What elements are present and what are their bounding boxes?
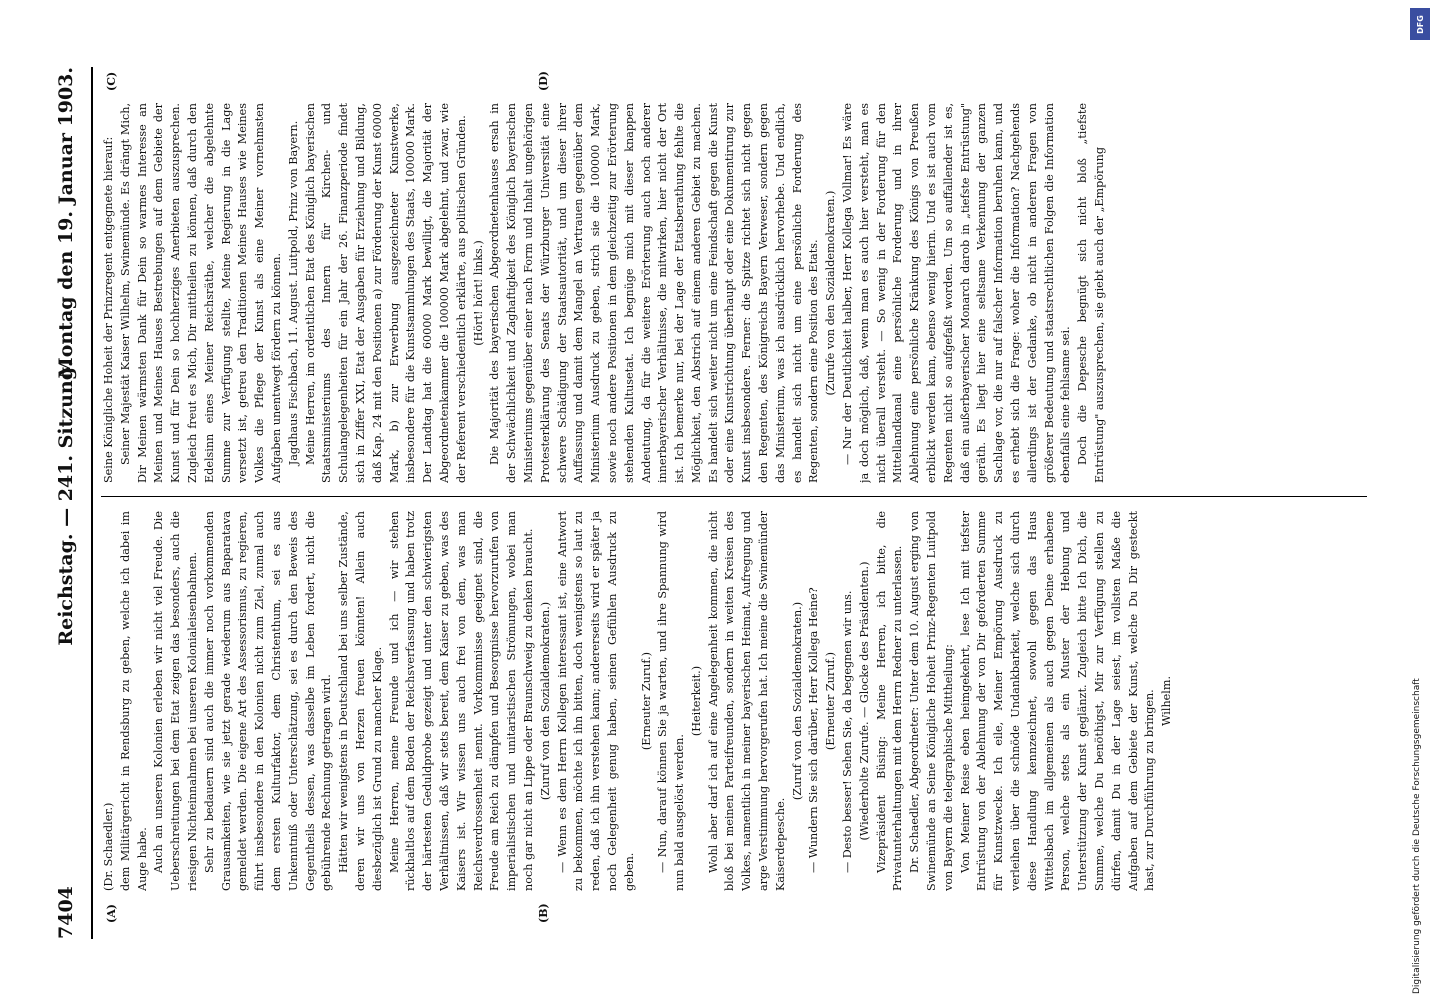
paragraph: — Nur der Deutlichkeit halber, Herr Kollega Vollmar! Es wäre ja doch möglich, daß, wenn man es auch hier versteht, man es nicht überall versteht. — So wenig in der Forderung für den Mittellandkanal eine persönliche Forderung und in ihrer Ablehnung eine persönliche Kränkung des Königs von Preußen erblickt werden kann, ebenso wenig hierin. Und es ist auch vom Regenten nicht so aufgefaßt worden. Um so auffallender ist es, daß ein außerbayerischer Monarch darob in „tiefste Entrüstung" geräth. Es liegt hier eine seltsame Verkennung der ganzen Sachlage vor, die nur auf falscher Information beruhen kann, und es erhebt sich die Frage: woher die Information? Nachgehends allerdings ist der Gedanke, ob nicht in anderen Fragen von größerer Bedeutung und staatsrechtlichen Folgen die Information ebenfalls eine fehlsame sei. bbox=[841, 103, 1073, 483]
signature-wilhelm: Wilhelm. bbox=[1160, 675, 1174, 727]
page-title: Reichstag. — 241. Sitzung. bbox=[55, 360, 77, 646]
paragraph: Sehr zu bedauern sind auch die immer noch vorkommenden Grausamkeiten, wie sie jetzt gerade wiederum aus Baparatava gemeldet werden. Die eigene Art des Assessorismus, zu regieren, führt insbesondere in den Kolonien nicht zum Ziel, zumal auch dem ersten Kulturfaktor, dem Christenthum, sei es aus Unkenntniß oder Unterschätzung, sei es durch den Beweis des Gegentheils dessen, was dasselbe im Leben fordert, nicht die gebührende Rechnung getragen wird. bbox=[202, 511, 334, 891]
interjection: (Wiederholte Zurufe. — Glocke des Präsidenten.) bbox=[857, 561, 871, 841]
paragraph: Auch an unseren Kolonien erleben wir nicht viel Freude. Die Ueberschreitungen bei dem Etat zeigen das besonders, auch die riesigen Nichteinnahmen bei unseren Kolonialeisenbahnen. bbox=[152, 511, 199, 891]
margin-marker-d: (D) bbox=[537, 71, 550, 91]
left-column bbox=[101, 511, 1351, 891]
paragraph: Doch die Depesche begnügt sich nicht bloß „tiefste Entrüstung" auszusprechen, sie giebt auch der „Empörung bbox=[1076, 103, 1107, 483]
paragraph: (Dr. Schaedler.) bbox=[102, 802, 115, 891]
interjection: (Zuruf von den Sozialdemokraten.) bbox=[790, 601, 804, 801]
interjection: (Heiterkeit.) bbox=[689, 665, 703, 737]
right-column bbox=[101, 103, 1351, 483]
paragraph: Vizepräsident Büsing: Meine Herren, ich bitte, die Privatunterhaltungen mit dem Herrn Redner zu unterlassen. bbox=[874, 511, 905, 891]
interjection: (Erneuter Zuruf.) bbox=[639, 651, 653, 751]
interjection: (Erneuter Zuruf.) bbox=[824, 651, 838, 751]
dfg-logo: DFG bbox=[1410, 8, 1430, 40]
telegram-text: Seiner Majestät Kaiser Wilhelm, Swinemünde. Es drängt Mich, Dir Meinen wärmsten Dank für Dein so warmes Interesse an Meinen und Meines Hauses Bestrebungen auf dem Gebiete der Kunst und für Dein so hochherziges Anerbieten auszusprechen. Zugleich freut es Mich, Dir mittheilen zu können, daß durch den Edelsinn eines Meiner Reichsräthe, welcher die abgelehnte Summe zur Verfügung stellte, Meine Regierung in die Lage versetzt ist, getreu den Traditionen Meines Hauses wie Meines Volkes die Pflege der Kunst als eine Meiner vornehmsten Aufgaben unentwegt fördern zu können. bbox=[118, 103, 283, 483]
paragraph: Die Majorität des bayerischen Abgeordnetenhauses ersah in der Schwächlichkeit und Zaghaftigkeit des Königlich bayerischen Ministeriums gegenüber einer nach Form und Inhalt ungehörigen Protesterklärung des Senats der Würzburger Universität eine schwere Schädigung der Staatsautorität, und um dieser ihrer Auffassung und damit dem Mangel an Vertrauen gegenüber dem Ministerium Ausdruck zu geben, strich sie die 100000 Mark, sowie noch andere Positionen in dem gleichzeitig zur Erörterung stehenden Kultusetat. Ich begnüge mich mit dieser knappen Andeutung, da für die weitere Erörterung auch noch anderer innerbayerischer Verhältnisse, die mitwirken, hier nicht der Ort ist. Ich bemerke nur, bei der Lage der Etatsberathung fehlte die Möglichkeit, den Abstrich auf einem anderen Gebiet zu machen. Es handelt sich weiter nicht um eine Feindschaft gegen die Kunst oder eine Kunstrichtung überhaupt oder eine Dokumentirung zur Kunst insbesondere. Ferner: die Spitze richtet sich nicht gegen den Regenten, des Königreichs Bayern Verweser, sondern gegen das Ministerium, was ich ausdrücklich hervorhebe. Und endlich, es handelt sich nicht um eine persönliche Forderung des Regenten, sondern eine Position des Etats. bbox=[488, 103, 821, 483]
column-divider bbox=[101, 496, 1367, 497]
paragraph: Wohl aber darf ich auf eine Angelegenheit kommen, die nicht bloß bei meinen Parteifreunden, sondern in weiten Kreisen des Volkes, namentlich in meiner bayerischen Heimat, Aufregung und arge Verstimmung hervorgerufen hat. Ich meine die Swinemünder Kaiserdepesche. bbox=[706, 511, 787, 891]
page-header bbox=[55, 67, 89, 939]
page-date: Montag den 19. Januar 1903. bbox=[55, 67, 77, 379]
digitization-note bbox=[1404, 0, 1434, 1000]
margin-marker-c: (C) bbox=[105, 71, 118, 91]
digitization-note-text: Digitalisierung gefördert durch die Deutsche Forschungsgemeinschaft bbox=[1412, 678, 1422, 994]
signature-luitpold: Jagdhaus Fischbach, 11. August. Luitpold, Prinz von Bayern. bbox=[286, 120, 300, 466]
paragraph: — Nun, darauf können Sie ja warten, und ihre Spannung wird nun bald ausgelöst werden. bbox=[656, 511, 687, 891]
telegram-text: Von Meiner Reise eben heimgekehrt, lese Ich mit tiefster Entrüstung von der Ablehnung der von Dir geforderten Summe für Kunstzwecke. Ich eile, Meiner Empörung Ausdruck zu verleihen über die schnöde Undankbarkeit, welche sich durch diese Handlung kennzeichnet, sowohl gegen das Haus Wittelsbach im allgemeinen als auch gegen Deine erhabene Person, welche stets als ein Muster der Hebung und Unterstützung der Kunst geglänzt. Zugleich bitte Ich Dich, die Summe, welche Du benöthigst, Mir zur Verfügung stellen zu dürfen, damit Du in der Lage seiest, im vollsten Maße die Aufgaben auf dem Gebiete der Kunst, welche Du Dir gesteckt hast, zur Durchführung zu bringen. bbox=[958, 511, 1157, 891]
rotated-page bbox=[0, 23, 1397, 983]
paragraph: Dr. Schaedler, Abgeordneter: Unter dem 10. August erging von Swinemünde an Seine Königliche Hoheit Prinz-Regenten Luitpold von Bayern die telegraphische Mittheilung: bbox=[908, 511, 955, 891]
page-number: 7404 bbox=[55, 886, 77, 939]
paragraph: Hätten wir wenigstens in Deutschland bei uns selber Zustände, deren wir uns von Herzen freuen könnten! Allein auch diesbezüglich ist Grund zu mancher Klage. bbox=[337, 511, 384, 891]
paragraph: Seine Königliche Hoheit der Prinzregent entgegnete hierauf: bbox=[102, 136, 115, 483]
paragraph: dem Militärgericht in Rendsburg zu geben, welche ich dabei im Auge habe. bbox=[118, 511, 149, 891]
margin-marker-b: (B) bbox=[537, 903, 550, 923]
header-rule bbox=[91, 67, 93, 939]
paragraph: — Wundern Sie sich darüber, Herr Kollega Heine? bbox=[807, 587, 821, 873]
paragraph: — Desto besser! Sehen Sie, da begegnen wir uns. bbox=[841, 590, 855, 873]
interjection: (Hört! hört! links.) bbox=[471, 240, 485, 346]
paragraph: — Wenn es dem Herrn Kollegen interessant ist, eine Antwort zu bekommen, möchte ich ihn bitten, doch wenigstens so laut zu reden, daß ich ihn verstehen kann; andererseits wird er später ja noch Gelegenheit genug haben, seinen Gefühlen Ausdruck zu geben. bbox=[555, 511, 636, 891]
paragraph: Meine Herren, im ordentlichen Etat des Königlich bayerischen Staatsministeriums des Innern für Kirchen- und Schulangelegenheiten für ein Jahr der 26. Finanzperiode findet sich in Ziffer XXI, Etat der Ausgaben für Erziehung und Bildung, daß Kap. 24 mit den Positionen a) zur Förderung der Kunst 60000 Mark, b) zur Erwerbung ausgezeichneter Kunstwerke, insbesondere für die Kunstsammlungen des Staats, 100000 Mark. Der Landtag hat die 60000 Mark bewilligt, die Majorität der Abgeordnetenkammer die 100000 Mark abgelehnt, und zwar, wie der Referent verschiedentlich erklärte, aus politischen Gründen. bbox=[303, 103, 468, 483]
interjection: (Zuruf von den Sozialdemokraten.) bbox=[538, 601, 552, 801]
interjection: (Zurufe von den Sozialdemokraten.) bbox=[824, 190, 838, 396]
paragraph: Meine Herren, meine Freunde und ich — wir stehen rückhaltlos auf dem Boden der Reichsverfassung und haben trotz der härtesten Geduldprobe gezeigt und unter den schwierigsten Verhältnissen, daß wir stets bereit, dem Kaiser zu geben, was des Kaisers ist. Wir wissen uns auch frei von dem, was man Reichsverdrossenheit nennt. Vorkommnisse geeignet sind, die Freude am Reich zu dämpfen und Besorgnisse hervorzurufen von imperialistischen und unitaristischen Strömungen, wobei man noch gar nicht an Lippe oder Braunschweig zu denken braucht. bbox=[387, 511, 535, 891]
margin-marker-a: (A) bbox=[105, 904, 118, 923]
